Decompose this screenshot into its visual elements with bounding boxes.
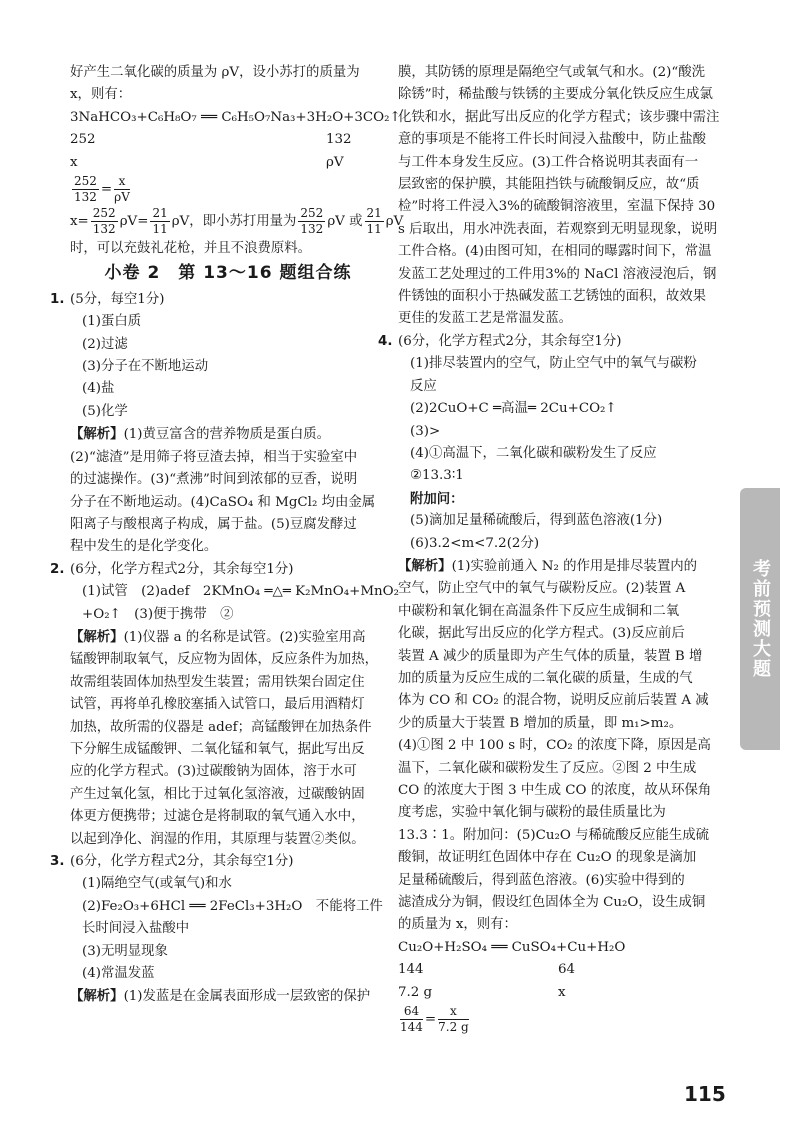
- explanation-line: 下分解生成锰酸钾、二氧化锰和氧气，据此写出反: [70, 741, 365, 757]
- answer-line: (4)常温发蓝: [82, 966, 155, 982]
- explanation-line: 与工件本身发生反应。(3)工件合格说明其表面有一: [398, 154, 699, 170]
- proportion: $\frac{64}{144}$ = $\frac{x}{7.2 g}$: [400, 1004, 469, 1035]
- explanation-line: 【解析】(1)发蓝是在金属表面形成一层致密的保护: [70, 988, 371, 1005]
- fraction: $\frac{21}{11}$: [366, 206, 382, 237]
- fraction: $\frac{x}{7.2 g}$: [438, 1004, 469, 1035]
- explanation-line: 温下，二氧化碳和碳粉发生了反应。②图 2 中生成: [398, 760, 697, 776]
- question-header: 2. (6分，化学方程式2分，其余每空1分): [70, 559, 386, 581]
- explanation-line: 度考虑，实验中氧化铜与碳粉的最佳质量比为: [398, 805, 666, 821]
- explanation-line: 装置 A 减少的质量即为产生气体的质量，装置 B 增: [398, 648, 703, 664]
- answer-line: (5)化学: [82, 403, 128, 419]
- answer-line: (4)①高温下，二氧化碳和碳粉发生了反应: [410, 445, 657, 461]
- explanation-line: 更佳的发蓝工艺是常温发蓝。: [398, 311, 573, 327]
- explanation-line: s 后取出，用水冲洗表面，若观察到无明显现象，说明: [398, 221, 718, 237]
- explanation-line: CO 的浓度大于图 3 中生成 CO 的浓度，故从环保角: [398, 783, 712, 798]
- analysis-tag: 【解析】: [70, 628, 124, 645]
- side-section-tab: [740, 488, 780, 750]
- explanation-line: 【解析】(1)实验前通入 N₂ 的作用是排尽装置内的: [398, 557, 697, 574]
- explanation-line: 产生过氧化氢，相比于过氧化氢溶液，过碳酸钠固: [70, 786, 365, 802]
- explanation-line: (2)“滤渣”是用筛子将豆渣去掉，相当于实验室中: [70, 449, 358, 465]
- question-header: 3. (6分，化学方程式2分，其余每空1分): [70, 851, 386, 873]
- equation-variables: [70, 152, 386, 174]
- extra-question-heading: 附加问：: [410, 490, 464, 507]
- explanation-line: 层致密的保护膜，其能阻挡铁与硫酸铜反应，故“质: [398, 177, 700, 193]
- answer-line: (2)Fe₂O₃+6HCl ══ 2FeCl₃+3H₂O 不能将工件: [82, 898, 383, 914]
- explanation-line: 足量稀硫酸后，得到蓝色溶液。(6)实验中得到的: [398, 872, 685, 888]
- explanation-line: 意的事项是不能将工件长时间浸入盐酸中，防止盐酸: [398, 132, 706, 148]
- proportion: $\frac{252}{132}$ = $\frac{x}{\rho V}$: [74, 174, 130, 205]
- question-header: 4. (6分，化学方程式2分，其余每空1分): [398, 331, 714, 353]
- answer-line: 长时间浸入盐酸中: [82, 921, 190, 937]
- answer-line: (6)3.2<m<7.2(2分): [410, 535, 540, 551]
- explanation-line: 酸铜，故证明红色固体中存在 Cu₂O 的现象是滴加: [398, 850, 697, 866]
- section-title: 小卷 2 第 13～16 题组合练: [104, 263, 352, 284]
- explanation-line: 空气，防止空气中的氧气与碳粉反应。(2)装置 A: [398, 581, 686, 597]
- explanation-line: 13.3∶1。附加问：(5)Cu₂O 与稀硫酸反应能生成硫: [398, 827, 710, 843]
- answer-line: ②13.3∶1: [410, 468, 464, 484]
- answer-line: (1)蛋白质: [82, 314, 142, 330]
- answer-line: (1)排尽装置内的空气，防止空气中的氧气与碳粉: [410, 356, 697, 372]
- fraction: $\frac{252}{132}$: [300, 206, 324, 237]
- explanation-line: 检”时将工件浸入3%的硫酸铜溶液里，室温下保持 30: [398, 199, 716, 215]
- equation-masses: [398, 959, 714, 981]
- right-column: [378, 62, 720, 1036]
- explanation-line: 应的化学方程式。(3)过碳酸钠为固体，溶于水可: [70, 764, 357, 780]
- side-tab-label: 考前预测大题: [750, 559, 771, 679]
- text-line: x，则有：: [70, 87, 132, 103]
- explanation-line: 分子在不断地运动。(4)CaSO₄ 和 MgCl₂ 均由金属: [70, 494, 376, 510]
- answer-line: (1)隔绝空气(或氧气)和水: [82, 876, 232, 892]
- text-line: 好产生二氧化碳的质量为 ρV，设小苏打的质量为: [70, 65, 360, 80]
- explanation-line: 阳离子与酸根离子构成，属于盐。(5)豆腐发酵过: [70, 516, 357, 532]
- mass-value: 64: [558, 962, 576, 978]
- text-line: 时，可以充鼓礼花枪，并且不浪费原料。: [70, 241, 312, 257]
- explanation-line: 加热，故所需的仪器是 adef；高锰酸钾在加热条件: [70, 719, 372, 735]
- answer-line: (2)2CuO+C ═高温═ 2Cu+CO₂↑: [410, 401, 617, 417]
- equation-variables: [398, 982, 714, 1004]
- variable: 7.2 g: [398, 984, 433, 1000]
- solution-line: x= $\frac{252}{132}$ ρV= $\frac{21}{11}$ ρV，即小苏打用量为 $\frac{252}{132}$ ρV 或 $\frac{21}{11}$ ρV: [70, 206, 404, 237]
- analysis-tag: 【解析】: [70, 988, 124, 1005]
- equation: 3NaHCO₃+C₆H₈O₇ ══ C₆H₅O₇Na₃+3H₂O+3CO₂↑: [70, 109, 401, 125]
- explanation-line: 滤渣成分为铜，假设红色固体全为 Cu₂O，设生成铜: [398, 895, 706, 911]
- question-number: 3.: [50, 854, 65, 869]
- explanation-line: 件锈蚀的面积小于热碱发蓝工艺锈蚀的面积，故效果: [398, 289, 706, 305]
- explanation-line: 的过滤操作。(3)“煮沸”时间到浓郁的豆香，说明: [70, 472, 358, 488]
- explanation-line: 除锈”时，稀盐酸与铁锈的主要成分氧化铁反应生成氯: [398, 87, 713, 103]
- explanation-line: 以起到净化、润湿的作用，其原理与装置②类似。: [70, 831, 365, 847]
- answer-line: (5)滴加足量稀硫酸后，得到蓝色溶液(1分): [410, 513, 663, 529]
- explanation-line: 工件合格。(4)由图可知，在相同的曝露时间下，常温: [398, 244, 712, 260]
- explanation-line: 加的质量为反应生成的二氧化碳的质量，生成的气: [398, 670, 693, 686]
- mass-value: 252: [70, 132, 96, 148]
- fraction: $\frac{64}{144}$: [400, 1004, 423, 1035]
- explanation-line: 【解析】(1)黄豆富含的营养物质是蛋白质。: [70, 426, 330, 443]
- explanation-line: 发蓝工艺处理过的工件用3%的 NaCl 溶液浸泡后，钢: [398, 266, 717, 282]
- fraction: $\frac{21}{11}$: [152, 206, 168, 237]
- variable: ρV: [326, 154, 344, 170]
- explanation-line: 少的质量大于装置 B 增加的质量，即 m₁>m₂。: [398, 715, 683, 731]
- variable: x: [558, 984, 566, 1000]
- explanation-line: 体更方便携带；过滤仓是将制取的氧气通入水中，: [70, 809, 365, 825]
- variable: x: [70, 154, 78, 170]
- fraction: $\frac{252}{132}$: [74, 174, 97, 205]
- answer-line: 反应: [410, 378, 437, 394]
- answer-line: (3)分子在不断地运动: [82, 359, 209, 375]
- fraction: $\frac{252}{132}$: [92, 206, 116, 237]
- answer-line: +O₂↑ (3)便于携带 ②: [82, 606, 234, 622]
- analysis-tag: 【解析】: [70, 426, 124, 443]
- question-number: 4.: [378, 333, 393, 349]
- fraction: $\frac{x}{\rho V}$: [114, 174, 130, 205]
- explanation-line: 的质量为 x，则有：: [398, 917, 517, 933]
- explanation-line: 中碳粉和氧化铜在高温条件下反应生成铜和二氧: [398, 603, 680, 619]
- mass-value: 144: [398, 962, 424, 978]
- answer-line: (2)过滤: [82, 336, 128, 352]
- equation-masses: [70, 129, 386, 151]
- left-column: [50, 62, 404, 1009]
- mass-value: 132: [326, 132, 352, 148]
- equation: Cu₂O+H₂SO₄ ══ CuSO₄+Cu+H₂O: [398, 939, 626, 955]
- answer-line: (3)无明显现象: [82, 943, 168, 959]
- answer-line: (3)>: [410, 423, 441, 439]
- analysis-tag: 【解析】: [398, 557, 452, 574]
- explanation-line: 体为 CO 和 CO₂ 的混合物，说明反应前后装置 A 减: [398, 693, 709, 709]
- question-number: 1.: [50, 291, 65, 307]
- question-number: 2.: [50, 561, 65, 577]
- explanation-line: 化铁和水，据此写出反应的化学方程式；该步骤中需注: [398, 109, 720, 125]
- question-header: 1. (5分，每空1分): [70, 289, 386, 311]
- explanation-line: 锰酸钾制取氧气，反应物为固体，反应条件为加热，: [70, 652, 378, 668]
- answer-line: (1)试管 (2)adef 2KMnO₄ ═△═ K₂MnO₄+MnO₂: [82, 584, 400, 600]
- explanation-line: 化碳，据此写出反应的化学方程式。(3)反应前后: [398, 626, 685, 642]
- explanation-line: 膜，其防锈的原理是隔绝空气或氧气和水。(2)“酸洗: [398, 65, 706, 80]
- answer-line: (4)盐: [82, 381, 115, 397]
- explanation-line: 试管，再将单孔橡胶塞插入试管口，最后用酒精灯: [70, 697, 365, 713]
- explanation-line: (4)①图 2 中 100 s 时，CO₂ 的浓度下降，原因是高: [398, 738, 711, 754]
- page-number: 115: [684, 1082, 726, 1106]
- explanation-line: 【解析】(1)仪器 a 的名称是试管。(2)实验室用高: [70, 628, 366, 645]
- explanation-line: 程中发生的是化学变化。: [70, 539, 218, 555]
- explanation-line: 故需组装固体加热型发生装置；需用铁架台固定住: [70, 674, 365, 690]
